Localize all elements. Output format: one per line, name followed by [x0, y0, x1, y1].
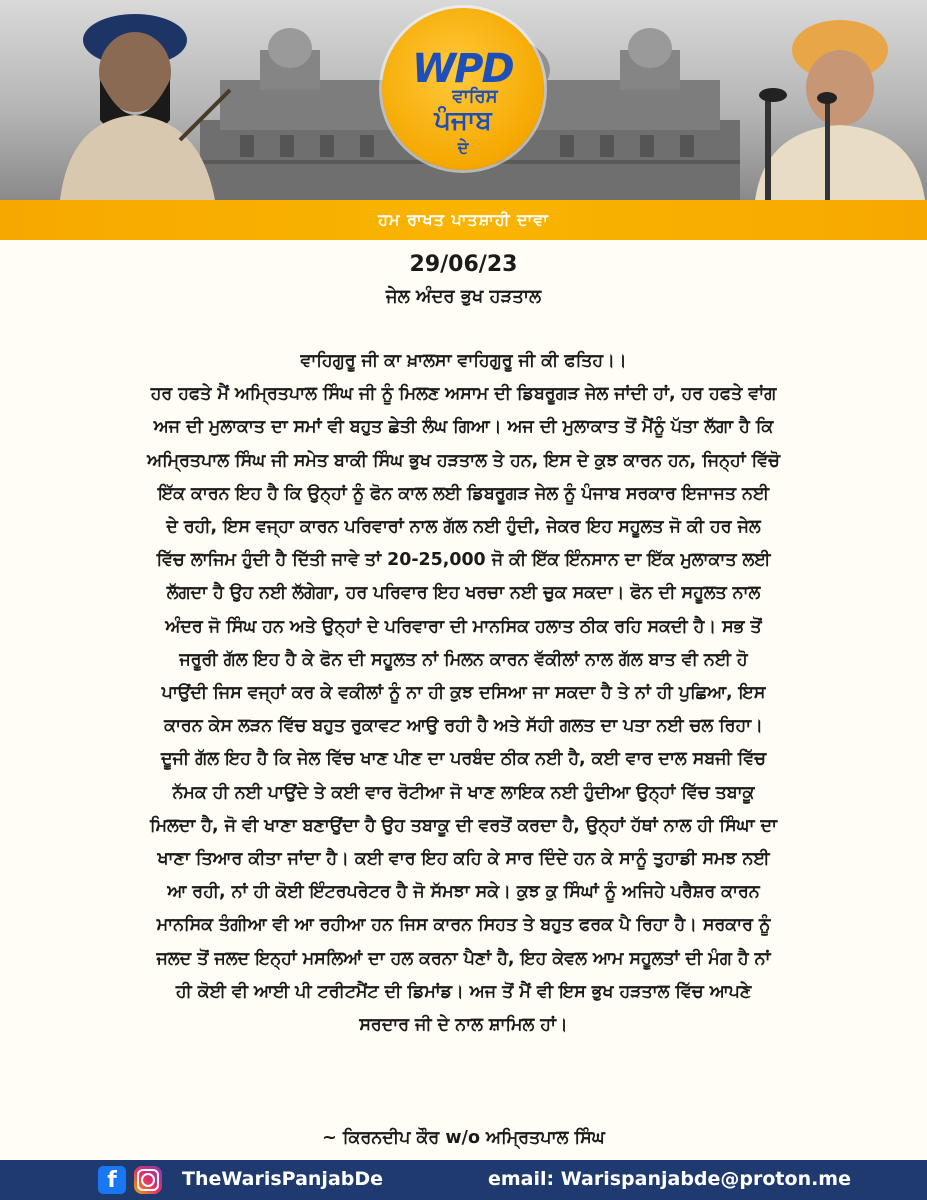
person-left-photo	[30, 0, 240, 200]
body-line: ਪਾਉਂਦੀ ਜਿਸ ਵਜ੍ਹਾਂ ਕਰ ਕੇ ਵਕੀਲਾਂ ਨੂੰ ਨਾ ਹੀ ਕੁਝ ਦਸਿਆ ਜਾ ਸਕਦਾ ਹੈ ਤੇ ਨਾਂ ਹੀ ਪੁਛਿਆ, ਇਸ	[161, 683, 766, 704]
body-line: ਮਾਨਸਿਕ ਤੰਗੀਆ ਵੀ ਆ ਰਹੀਆ ਹਨ ਜਿਸ ਕਾਰਨ ਸਿਹਤ ਤੇ ਬਹੁਤ ਫਰਕ ਪੈ ਰਿਹਾ ਹੈ। ਸਰਕਾਰ ਨੂੰ	[156, 915, 771, 936]
body-line: ਆ ਰਹੀ, ਨਾਂ ਹੀ ਕੋਈ ਇੰਟਰਪਰੇਟਰ ਹੈ ਜੋ ਸੱਮਝਾ ਸਕੇ। ਕੁਝ ਕੁ ਸਿੰਘਾਂ ਨੂੰ ਅਜਿਹੇ ਪਰੈਸ਼ਰ ਕਾਰਨ	[167, 882, 760, 903]
body-line: ਹੀ ਕੋਈ ਵੀ ਆਈ ਪੀ ਟਰੀਟਮੈਂਟ ਦੀ ਡਿਮਾਂਡ। ਅਜ ਤੋਂ ਮੈਂ ਵੀ ਇਸ ਭੁਖ ਹੜਤਾਲ ਵਿੱਚ ਆਪਣੇ	[175, 981, 752, 1002]
waris-panjab-de-logo	[382, 8, 544, 170]
body-line: ਲੱਗਦਾ ਹੈ ਉਹ ਨਈ ਲੱਗੇਗਾ, ਹਰ ਪਰਿਵਾਰ ਇਹ ਖਰਚਾ ਨਈ ਚੁਕ ਸਕਦਾ। ਫੋਨ ਦੀ ਸਹੂਲਤ ਨਾਲ	[166, 583, 761, 604]
body-line: ਜਰੂਰੀ ਗੱਲ ਇਹ ਹੈ ਕੇ ਫੋਨ ਦੀ ਸਹੂਲਤ ਨਾਂ ਮਿਲਨ ਕਾਰਨ ਵੱਕੀਲਾਂ ਨਾਲ ਗੱਲ ਬਾਤ ਵੀ ਨਈ ਹੋ	[179, 649, 748, 670]
person-right-photo	[735, 0, 927, 200]
logo-text-line3: ਦੇ	[457, 138, 469, 157]
logo-text-line2: ਪੰਜਾਬ	[434, 106, 492, 136]
body-line: ਵਾਹਿਗੁਰੂ ਜੀ ਕਾ ਖ਼ਾਲਸਾ ਵਾਹਿਗੁਰੂ ਜੀ ਕੀ ਫਤਿਹ।।	[300, 351, 627, 371]
body-line: ਹਰ ਹਫਤੇ ਮੈਂ ਅਮ੍ਰਿਤਪਾਲ ਸਿੰਘ ਜੀ ਨੂੰ ਮਿਲਣ ਅਸਾਮ ਦੀ ਡਿਬਰੂਗੜ ਜੇਲ ਜਾਂਦੀ ਹਾਂ, ਹਰ ਹਫਤੇ ਵਾਂਗ	[150, 384, 777, 405]
body-line: ਅਮ੍ਰਿਤਪਾਲ ਸਿੰਘ ਜੀ ਸਮੇਤ ਬਾਕੀ ਸਿੰਘ ਭੁਖ ਹੜਤਾਲ ਤੇ ਹਨ, ਇਸ ਦੇ ਕੁਝ ਕਾਰਨ ਹਨ, ਜਿਨ੍ਹਾਂ ਵਿੱਚੋ	[147, 450, 780, 471]
social-handle: TheWarisPanjabDe	[182, 1168, 384, 1190]
body-line: ਵਿੱਚ ਲਾਜਿਮ ਹੁੰਦੀ ਹੈ ਦਿੱਤੀ ਜਾਵੇ ਤਾਂ 20-25,000 ਜੋ ਕੀ ਇੱਕ ਇੰਨਸਾਨ ਦਾ ਇੱਕ ਮੁਲਾਕਾਤ ਲਈ	[156, 550, 771, 571]
body-line: ਦੂਜੀ ਗੱਲ ਇਹ ਹੈ ਕਿ ਜੇਲ ਵਿੱਚ ਖਾਣ ਪੀਣ ਦਾ ਪਰਬੰਦ ਠੀਕ ਨਈ ਹੈ, ਕਈ ਵਾਰ ਦਾਲ ਸਬਜੀ ਵਿੱਚ	[160, 749, 767, 770]
body-line: ਕਾਰਨ ਕੇਸ ਲੜਨ ਵਿੱਚ ਬਹੁਤ ਰੁਕਾਵਟ ਆਉ ਰਹੀ ਹੈ ਅਤੇ ਸੱਹੀ ਗਲਤ ਦਾ ਪਤਾ ਨਈ ਚਲ ਰਿਹਾ।	[164, 716, 763, 737]
facebook-icon[interactable]: f	[98, 1166, 126, 1194]
document-title: ਜੇਲ ਅੰਦਰ ਭੁਖ ਹੜਤਾਲ	[385, 286, 542, 307]
body-line: ਮਿਲਦਾ ਹੈ, ਜੋ ਵੀ ਖਾਣਾ ਬਣਾਉਂਦਾ ਹੈ ਉਹ ਤਬਾਕੂ ਦੀ ਵਰਤੋਂ ਕਰਦਾ ਹੈ, ਉਨ੍ਹਾਂ ਹੱਥਾਂ ਨਾਲ ਹੀ ਸਿੰਘਾ ਦਾ	[150, 815, 777, 836]
contact-email: email: Warispanjabde@proton.me	[488, 1168, 851, 1190]
logo-text-line1: ਵਾਰਿਸ	[452, 86, 498, 107]
document-body	[18, 345, 909, 1042]
header-photo	[0, 0, 927, 200]
body-line: ਇੱਕ ਕਾਰਨ ਇਹ ਹੈ ਕਿ ਉਨ੍ਹਾਂ ਨੂੰ ਫੋਨ ਕਾਲ ਲਈ ਡਿਬਰੂਗੜ ਜੇਲ ਨੂੰ ਪੰਜਾਬ ਸਰਕਾਰ ਇਜਾਜਤ ਨਈ	[157, 483, 770, 504]
body-line: ਅੰਦਰ ਜੋ ਸਿੰਘ ਹਨ ਅਤੇ ਉਨ੍ਹਾਂ ਦੇ ਪਰਿਵਾਰਾ ਦੀ ਮਾਨਸਿਕ ਹਲਾਤ ਠੀਕ ਰਹਿ ਸਕਦੀ ਹੈ। ਸਭ ਤੋਂ	[165, 616, 762, 637]
body-line: ਖਾਣਾ ਤਿਆਰ ਕੀਤਾ ਜਾਂਦਾ ਹੈ। ਕਈ ਵਾਰ ਇਹ ਕਹਿ ਕੇ ਸਾਰ ਦਿੰਦੇ ਹਨ ਕੇ ਸਾਨੂੰ ਤੁਹਾਡੀ ਸਮਝ ਨਈ	[157, 849, 770, 870]
slogan-text: ਹਮ ਰਾਖਤ ਪਾਤਸ਼ਾਹੀ ਦਾਵਾ	[378, 210, 549, 229]
document-date: 29/06/23	[409, 252, 518, 277]
body-line: ਦੇ ਰਹੀ, ਇਸ ਵਜ੍ਹਾ ਕਾਰਨ ਪਰਿਵਾਰਾਂ ਨਾਲ ਗੱਲ ਨਈ ਹੁੰਦੀ, ਜੇਕਰ ਇਹ ਸਹੂਲਤ ਜੋ ਕੀ ਹਰ ਜੇਲ	[166, 517, 761, 538]
signature: ~ ਕਿਰਨਦੀਪ ਕੌਰ w/o ਅਮ੍ਰਿਤਪਾਲ ਸਿੰਘ	[322, 1128, 605, 1148]
slogan-banner	[0, 200, 927, 240]
body-line: ਅਜ ਦੀ ਮੁਲਾਕਾਤ ਦਾ ਸਮਾਂ ਵੀ ਬਹੁਤ ਛੇਤੀ ਲੰਘ ਗਿਆ। ਅਜ ਦੀ ਮੁਲਾਕਾਤ ਤੋਂ ਮੈਂਨੂੰ ਪੱਤਾ ਲੱਗਾ ਹੈ ਕਿ	[153, 417, 774, 438]
instagram-icon[interactable]	[134, 1166, 162, 1194]
body-line: ਸਰਦਾਰ ਜੀ ਦੇ ਨਾਲ ਸ਼ਾਮਿਲ ਹਾਂ।	[359, 1015, 568, 1036]
logo-letters: WPD	[412, 46, 513, 92]
body-line: ਨੱਮਕ ਹੀ ਨਈ ਪਾਉਂਦੇ ਤੇ ਕਈ ਵਾਰ ਰੋਟੀਆ ਜੋ ਖਾਣ ਲਾਇਕ ਨਈ ਹੁੰਦੀਆ ਉਨ੍ਹਾਂ ਵਿੱਚ ਤਬਾਕੂ	[172, 782, 755, 803]
body-line: ਜਲਦ ਤੋਂ ਜਲਦ ਇਨ੍ਹਾਂ ਮਸਲਿਆਂ ਦਾ ਹਲ ਕਰਨਾ ਪੈਣਾਂ ਹੈ, ਇਹ ਕੇਵਲ ਆਮ ਸਹੂਲਤਾਂ ਦੀ ਮੰਗ ਹੈ ਨਾਂ	[156, 948, 771, 969]
